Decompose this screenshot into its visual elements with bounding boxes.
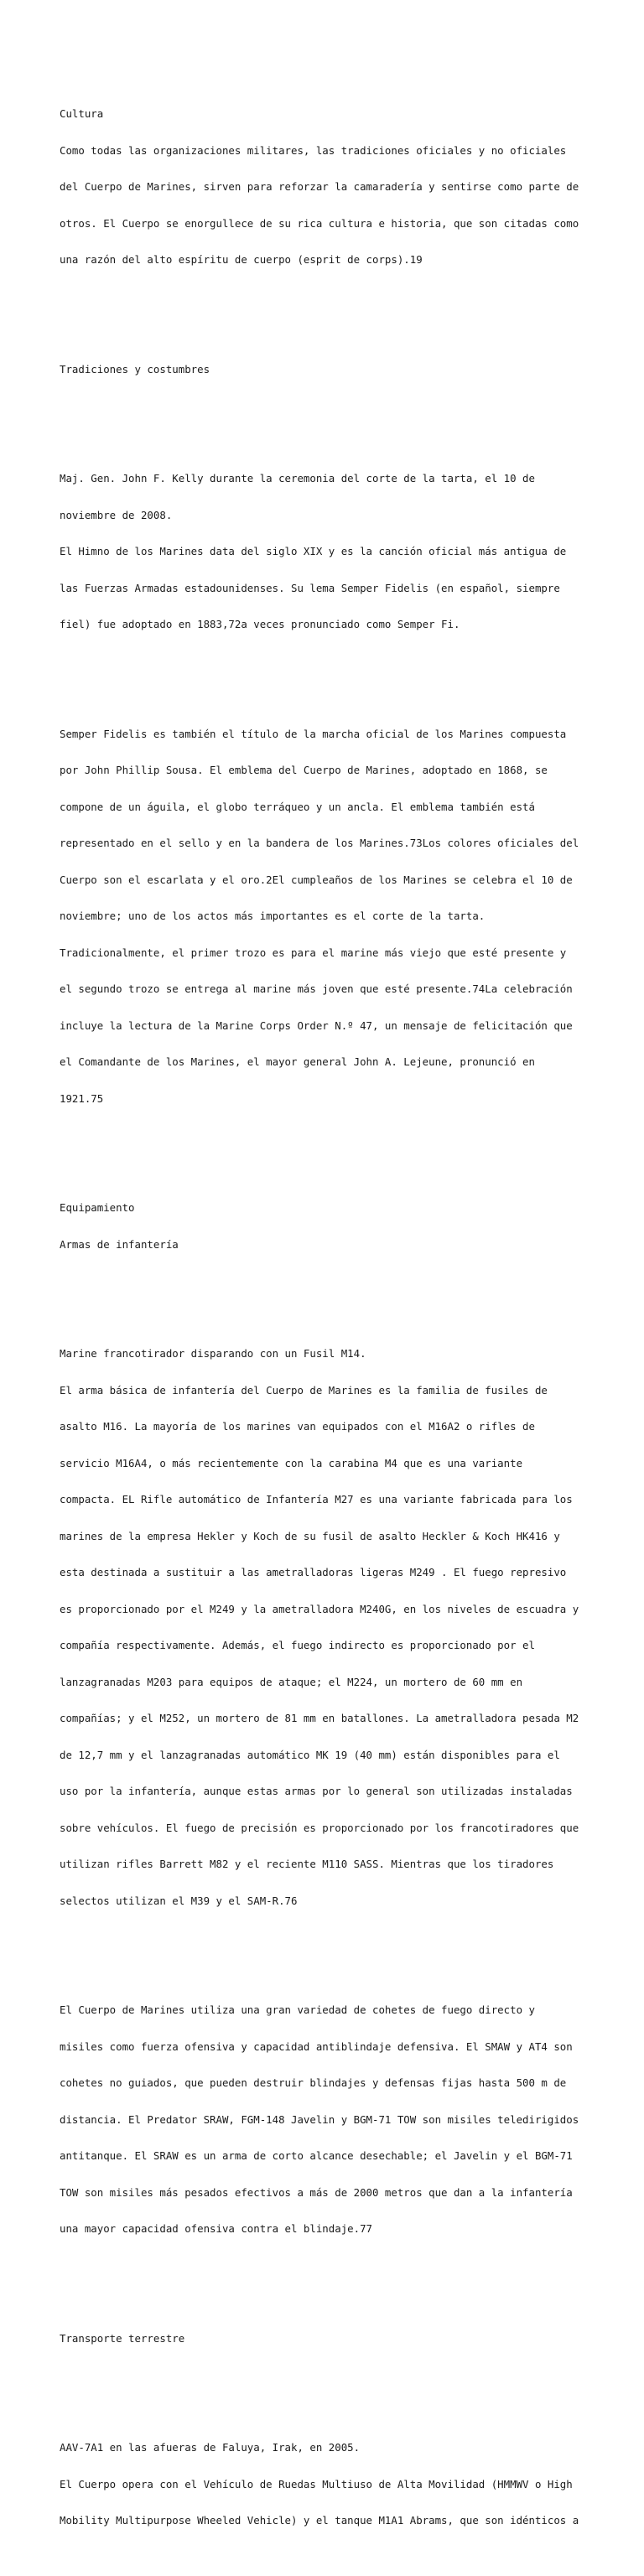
text-line: servicio M16A4, o más recientemente con la carabina M4 que es una variante — [60, 1456, 523, 1469]
text-line: uso por la infantería, aunque estas armas por lo general son utilizadas instaladas — [60, 1785, 573, 1797]
text-line: Como todas las organizaciones militares, las tradiciones oficiales y no oficiales — [60, 143, 567, 157]
text-line: TOW son misiles más pesados efectivos a más de 2000 metros que dan a la infantería — [60, 2185, 573, 2199]
text-line: El Himno de los Marines data del siglo XIX y es la canción oficial más antigua de — [60, 545, 567, 557]
image-caption: AAV-7A1 en las afueras de Faluya, Irak, en 2005. — [60, 2441, 361, 2454]
text-line: es proporcionado por el M249 y la ametralladora M240G, en los niveles de escuadra y — [60, 1602, 579, 1615]
paragraph-transporte — [60, 2418, 596, 2552]
text-line: 1921.75 — [60, 1091, 104, 1105]
text-line: compañía respectivamente. Además, el fuego indirecto es proporcionado por el — [60, 1639, 535, 1651]
text-line: del Cuerpo de Marines, sirven para reforzar la camaradería y sentirse como parte de — [60, 180, 579, 193]
image-caption: Maj. Gen. John F. Kelly durante la ceremonia del corte de la tarta, el 10 de — [60, 472, 535, 485]
text-line: el segundo trozo se entrega al marine más joven que esté presente.74La celebración — [60, 982, 573, 995]
paragraph-tradiciones-heading — [60, 339, 596, 401]
text-line: cohetes no guiados, que pueden destruir blindajes y defensas fijas hasta 500 m de — [60, 2076, 567, 2089]
section-heading-equipamiento: Equipamiento — [60, 1201, 135, 1214]
paragraph-cultura — [60, 84, 596, 291]
text-line: Tradicionalmente, el primer trozo es para el marine más viejo que esté presente y — [60, 946, 567, 959]
paragraph-himno — [60, 448, 596, 656]
text-line: El Cuerpo de Marines utiliza una gran variedad de cohetes de fuego directo y — [60, 2003, 535, 2016]
image-caption: noviembre de 2008. — [60, 508, 173, 521]
paragraph-equipamiento-heading — [60, 1178, 596, 1275]
text-line: compañías; y el M252, un mortero de 81 mm en batallones. La ametralladora pesada M2 — [60, 1712, 579, 1724]
text-line: antitanque. El SRAW es un arma de corto alcance desechable; el Javelin y el BGM-71 — [60, 2149, 573, 2162]
text-line: selectos utilizan el M39 y el SAM-R.76 — [60, 1894, 298, 1907]
text-line: distancia. El Predator SRAW, FGM-148 Javelin y BGM-71 TOW son misiles teledirigidos — [60, 2112, 579, 2126]
text-line: El Cuerpo opera con el Vehículo de Ruedas Multiuso de Alta Movilidad (HMMWV o High — [60, 2477, 573, 2490]
text-line: otros. El Cuerpo se enorgullece de su rica cultura e historia, que son citadas como — [60, 216, 579, 230]
text-line: fiel) fue adoptado en 1883,72a veces pronunciado como Semper Fi. — [60, 618, 460, 630]
text-line: por John Phillip Sousa. El emblema del Cuerpo de Marines, adoptado en 1868, se — [60, 764, 548, 776]
paragraph-transporte-heading — [60, 2309, 596, 2370]
text-line: las Fuerzas Armadas estadounidenses. Su lema Semper Fidelis (en español, siempre — [60, 581, 560, 594]
subsection-heading-transporte: Transporte terrestre — [60, 2331, 185, 2345]
text-line: el Comandante de los Marines, el mayor general John A. Lejeune, pronunció en — [60, 1055, 535, 1068]
image-caption: Marine francotirador disparando con un Fusil M14. — [60, 1347, 366, 1360]
text-line: asalto M16. La mayoría de los marines van equipados con el M16A2 o rifles de — [60, 1420, 535, 1433]
text-line: lanzagranadas M203 para equipos de ataque; el M224, un mortero de 60 mm en — [60, 1675, 523, 1688]
text-line: de 12,7 mm y el lanzagranadas automático MK 19 (40 mm) están disponibles para el — [60, 1748, 560, 1761]
text-line: misiles como fuerza ofensiva y capacidad antiblindaje defensiva. El SMAW y AT4 son — [60, 2040, 573, 2053]
text-line: Cuerpo son el escarlata y el oro.2El cumpleaños de los Marines se celebra el 10 de — [60, 873, 573, 886]
subsection-heading-armas: Armas de infantería — [60, 1237, 179, 1251]
text-line: marines de la empresa Hekler y Koch de su fusil de asalto Heckler & Koch HK416 y — [60, 1529, 560, 1542]
text-line: noviembre; uno de los actos más importantes es el corte de la tarta. — [60, 910, 486, 922]
text-line: una mayor capacidad ofensiva contra el blindaje.77 — [60, 2222, 372, 2235]
text-line: utilizan rifles Barrett M82 y el reciente M110 SASS. Mientras que los tiradores — [60, 1858, 554, 1870]
document-page — [60, 60, 596, 2576]
text-line: sobre vehículos. El fuego de precisión es proporcionado por los francotiradores que — [60, 1821, 579, 1834]
text-line: esta destinada a sustituir a las ametralladoras ligeras M249 . El fuego represivo — [60, 1566, 567, 1578]
paragraph-cohetes-misiles — [60, 1980, 596, 2260]
text-line: compacta. EL Rifle automático de Infantería M27 es una variante fabricada para los — [60, 1493, 573, 1506]
text-line: representado en el sello y en la bandera de los Marines.73Los colores oficiales del — [60, 837, 579, 849]
paragraph-semper-fidelis — [60, 704, 596, 1130]
text-line: Semper Fidelis es también el título de la marcha oficial de los Marines compuesta — [60, 727, 567, 740]
section-heading-tradiciones: Tradiciones y costumbres — [60, 362, 210, 376]
text-line: compone de un águila, el globo terráqueo y un ancla. El emblema también está — [60, 800, 535, 813]
text-line: El arma básica de infantería del Cuerpo de Marines es la familia de fusiles de — [60, 1383, 548, 1397]
paragraph-armas-infanteria — [60, 1324, 596, 1931]
text-line: Mobility Multipurpose Wheeled Vehicle) y el tanque M1A1 Abrams, que son idénticos a — [60, 2514, 579, 2527]
section-heading-cultura: Cultura — [60, 107, 104, 120]
text-line: incluye la lectura de la Marine Corps Order N.º 47, un mensaje de felicitación que — [60, 1018, 573, 1032]
text-line: una razón del alto espíritu de cuerpo (esprit de corps).19 — [60, 253, 423, 266]
